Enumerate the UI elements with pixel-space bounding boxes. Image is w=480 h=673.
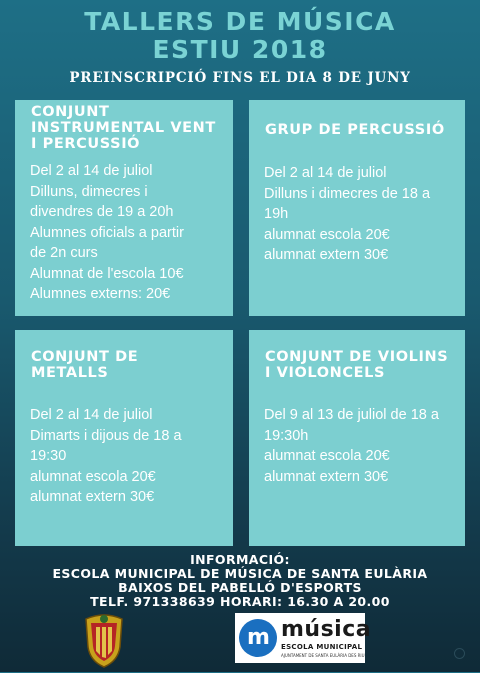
card-title-line: METALLS bbox=[31, 365, 109, 381]
card-line: 19h bbox=[264, 206, 289, 222]
card-line: Del 2 al 14 de juliol bbox=[30, 407, 153, 423]
card-conjunt-instrumental bbox=[15, 100, 233, 316]
card-title-line: I PERCUSSIÓ bbox=[31, 136, 141, 152]
info-school: ESCOLA MUNICIPAL DE MÚSICA DE SANTA EULÀRIA bbox=[52, 566, 428, 581]
music-mark: m bbox=[239, 619, 277, 657]
card-title bbox=[265, 122, 459, 138]
card-grup-percussio bbox=[249, 100, 465, 316]
music-school-logo bbox=[235, 613, 372, 663]
music-small-text: AJUNTAMENT DE SANTA EULÀRIA DES RIU bbox=[281, 653, 365, 658]
card-line: alumnat escola 20€ bbox=[264, 448, 390, 464]
card-line: de 2n curs bbox=[30, 245, 98, 261]
info-heading: INFORMACIÓ: bbox=[190, 552, 290, 567]
card-title-line: GRUP DE PERCUSSIÓ bbox=[265, 122, 445, 138]
card-line: Del 2 al 14 de juliol bbox=[30, 163, 153, 179]
card-line: Del 2 al 14 de juliol bbox=[264, 165, 387, 181]
card-line: alumnat extern 30€ bbox=[264, 468, 389, 485]
info-phone-hours: TELF. 971338639 HORARI: 16.30 A 20.00 bbox=[90, 594, 390, 609]
page-title-year: ESTIU 2018 bbox=[152, 35, 328, 64]
card-conjunt-metalls bbox=[15, 330, 233, 546]
card-line: 19:30h bbox=[264, 427, 309, 444]
card-line: Del 9 al 13 de juliol de 18 a bbox=[264, 407, 439, 423]
preregistration-notice: PREINSCRIPCIÓ FINS EL DIA 8 DE JUNY bbox=[69, 70, 411, 86]
card-title-line: INSTRUMENTAL VENT bbox=[31, 120, 216, 136]
card-title bbox=[31, 104, 227, 152]
card-line: 19:30 bbox=[30, 448, 67, 464]
card-line: Alumnat de l'escola 10€ bbox=[30, 265, 184, 282]
music-word: música bbox=[281, 617, 372, 642]
coat-of-arms-icon bbox=[80, 613, 128, 669]
card-title-line: CONJUNT bbox=[31, 104, 110, 120]
page-title: TALLERS DE MÚSICA bbox=[84, 7, 396, 36]
card-line: alumnat escola 20€ bbox=[30, 468, 156, 485]
info-address: BAIXOS DEL PABELLÓ D'ESPORTS bbox=[118, 580, 362, 595]
card-body bbox=[264, 405, 461, 487]
card-title bbox=[265, 349, 459, 381]
card-line: Dimarts i dijous de 18 a bbox=[30, 427, 182, 444]
card-body bbox=[264, 163, 461, 266]
card-line: Dilluns i dimecres de 18 a bbox=[264, 185, 431, 202]
card-title bbox=[31, 349, 227, 381]
card-conjunt-violins bbox=[249, 330, 465, 546]
card-line: divendres de 19 a 20h bbox=[30, 204, 174, 220]
card-body bbox=[30, 405, 229, 508]
card-title-line: I VIOLONCELS bbox=[265, 365, 385, 381]
card-line: Dilluns, dimecres i bbox=[30, 183, 148, 200]
card-title-line: CONJUNT DE bbox=[31, 349, 139, 365]
card-title-line: CONJUNT DE VIOLINS bbox=[265, 349, 449, 365]
card-line: Alumnes oficials a partir bbox=[30, 224, 184, 241]
card-line: alumnat extern 30€ bbox=[264, 247, 389, 263]
card-body bbox=[30, 161, 229, 305]
music-subtitle: ESCOLA MUNICIPAL bbox=[281, 643, 363, 651]
card-line: alumnat extern 30€ bbox=[30, 489, 155, 505]
card-line: Alumnes externs: 20€ bbox=[30, 286, 171, 302]
corner-mark-icon bbox=[454, 648, 465, 659]
card-line: alumnat escola 20€ bbox=[264, 226, 390, 243]
